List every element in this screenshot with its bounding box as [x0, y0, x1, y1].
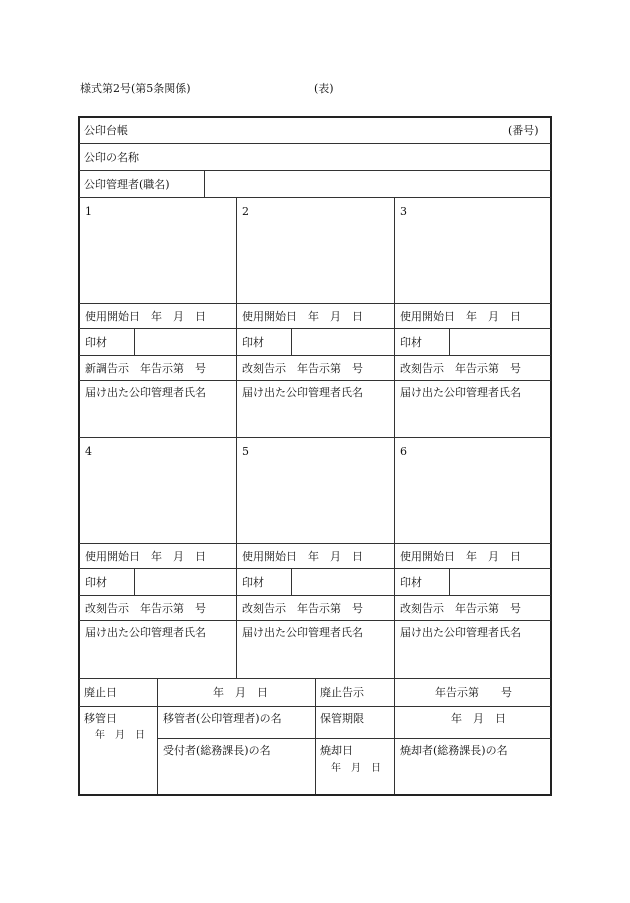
notice-label: 改刻告示 年告示第 号: [242, 362, 363, 375]
col-divider: [291, 328, 292, 355]
col-divider: [291, 568, 292, 595]
abolish-notice-label: 廃止告示: [320, 686, 364, 699]
row-divider: [394, 380, 551, 381]
row-divider: [79, 595, 236, 596]
material-label: 印材: [85, 336, 107, 349]
block-number: 2: [242, 205, 249, 218]
row-divider: [79, 355, 236, 356]
row-divider: [394, 303, 551, 304]
material-label: 印材: [400, 336, 422, 349]
start-date-label: 使用開始日 年 月 日: [85, 310, 206, 323]
storage-value: 年 月 日: [451, 712, 506, 725]
abolish-date-label: 廃止日: [84, 686, 117, 699]
reporter-label: 届け出た公印管理者氏名: [242, 386, 363, 399]
ledger-number-label: (番号): [508, 124, 539, 137]
row-divider: [315, 738, 551, 739]
block-number: 5: [242, 445, 249, 458]
material-label: 印材: [242, 336, 264, 349]
receiver-label: 受付者(総務課長)の名: [163, 744, 271, 757]
transferor-label: 移管者(公印管理者)の名: [163, 712, 282, 725]
abolish-date-value: 年 月 日: [213, 686, 268, 699]
reporter-label: 届け出た公印管理者氏名: [242, 626, 363, 639]
material-label: 印材: [85, 576, 107, 589]
ledger-title: 公印台帳: [84, 124, 128, 137]
row-divider: [79, 543, 236, 544]
col-divider: [394, 678, 395, 794]
block-number: 1: [85, 205, 92, 218]
row-divider: [79, 303, 236, 304]
notice-label: 改刻告示 年告示第 号: [400, 602, 521, 615]
notice-label: 新調告示 年告示第 号: [85, 362, 206, 375]
form-side: (表): [314, 82, 334, 95]
row-divider: [236, 303, 394, 304]
row-divider: [236, 543, 394, 544]
row-divider: [79, 170, 551, 171]
col-divider: [134, 568, 135, 595]
row-divider: [236, 380, 394, 381]
start-date-label: 使用開始日 年 月 日: [400, 550, 521, 563]
seal-name-label: 公印の名称: [84, 151, 139, 164]
start-date-label: 使用開始日 年 月 日: [242, 550, 363, 563]
col-divider: [204, 170, 205, 197]
abolish-notice-value: 年告示第 号: [435, 686, 512, 699]
row-divider: [79, 620, 236, 621]
storage-label: 保管期限: [320, 712, 364, 725]
row-divider: [79, 380, 236, 381]
start-date-label: 使用開始日 年 月 日: [400, 310, 521, 323]
col-divider: [134, 328, 135, 355]
row-divider: [236, 328, 394, 329]
block-number: 4: [85, 445, 92, 458]
row-divider: [157, 738, 315, 739]
row-divider: [394, 595, 551, 596]
transfer-date-value: 年 月 日: [95, 730, 145, 741]
col-divider: [157, 678, 158, 794]
reporter-label: 届け出た公印管理者氏名: [85, 626, 206, 639]
col-divider: [315, 678, 316, 794]
row-divider: [236, 355, 394, 356]
row-divider: [394, 568, 551, 569]
notice-label: 改刻告示 年告示第 号: [400, 362, 521, 375]
row-divider: [79, 437, 551, 438]
row-divider: [394, 543, 551, 544]
burner-label: 焼却者(総務課長)の名: [400, 744, 508, 757]
row-divider: [394, 620, 551, 621]
row-divider: [79, 143, 551, 144]
row-divider: [79, 568, 236, 569]
transfer-date-label: 移管日: [84, 712, 117, 725]
material-label: 印材: [400, 576, 422, 589]
burn-date-label: 焼却日: [320, 744, 353, 757]
col-divider: [449, 568, 450, 595]
reporter-label: 届け出た公印管理者氏名: [400, 386, 521, 399]
start-date-label: 使用開始日 年 月 日: [85, 550, 206, 563]
row-divider: [236, 595, 394, 596]
burn-date-value: 年 月 日: [331, 763, 381, 774]
row-divider: [394, 355, 551, 356]
form-number: 様式第2号(第5条関係): [80, 82, 191, 95]
material-label: 印材: [242, 576, 264, 589]
block-number: 3: [400, 205, 407, 218]
row-divider: [394, 328, 551, 329]
row-divider: [79, 197, 551, 198]
reporter-label: 届け出た公印管理者氏名: [85, 386, 206, 399]
row-divider: [236, 568, 394, 569]
col-divider: [449, 328, 450, 355]
start-date-label: 使用開始日 年 月 日: [242, 310, 363, 323]
row-divider: [79, 328, 236, 329]
row-divider: [236, 620, 394, 621]
block-number: 6: [400, 445, 407, 458]
notice-label: 改刻告示 年告示第 号: [242, 602, 363, 615]
notice-label: 改刻告示 年告示第 号: [85, 602, 206, 615]
manager-label: 公印管理者(職名): [84, 178, 170, 191]
reporter-label: 届け出た公印管理者氏名: [400, 626, 521, 639]
